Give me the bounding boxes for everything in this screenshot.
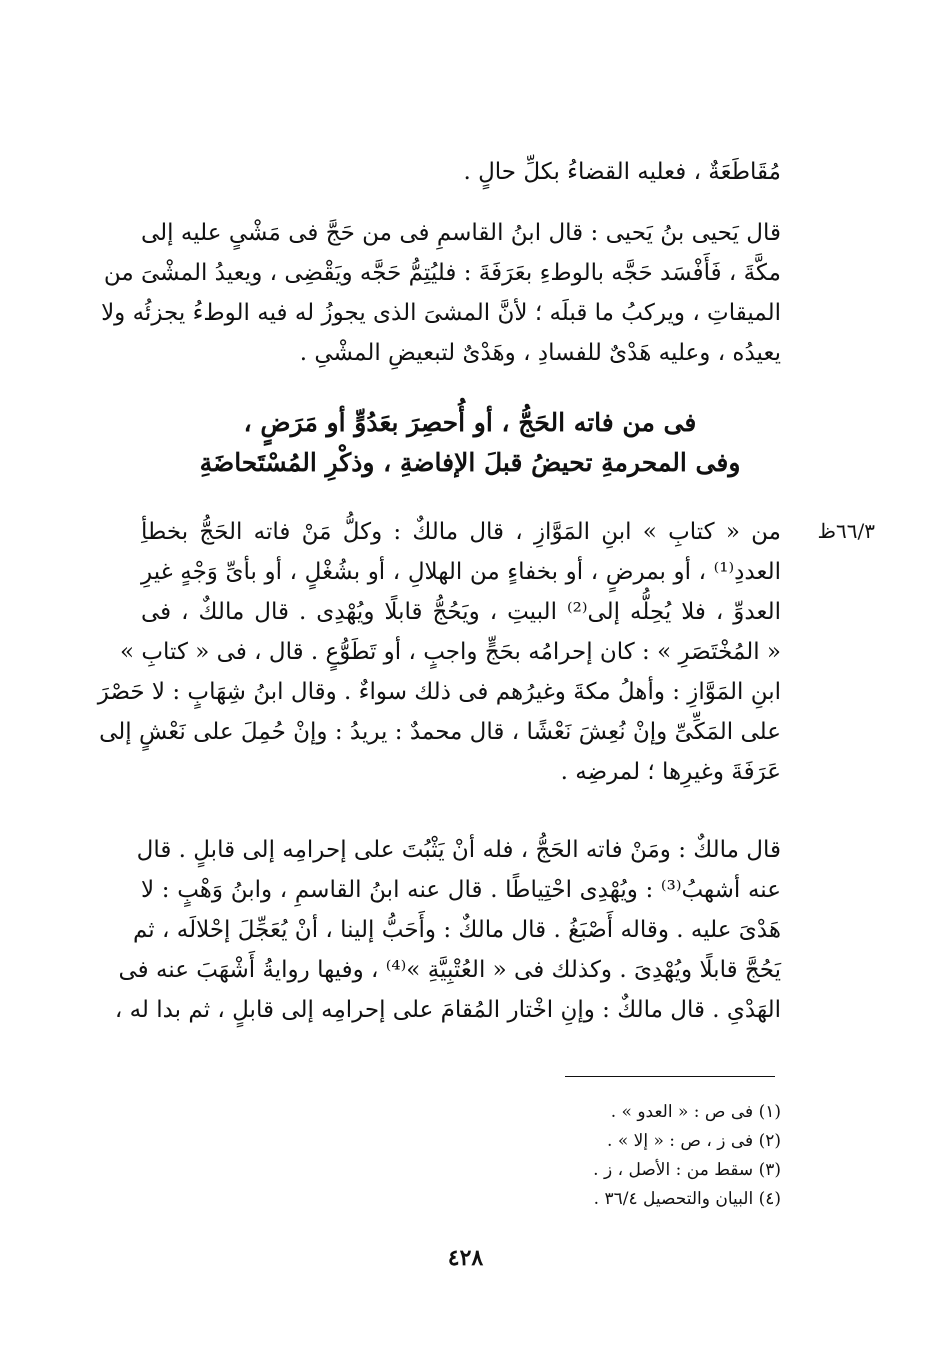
footnote: (٤) البيان والتحصيل ٣٦/٤ . xyxy=(593,1189,781,1209)
chapter-heading: فى من فاته الحَجُّ ، أو أُحصِرَ بعَدُوٍّ أو مَرَضٍ ، xyxy=(243,408,697,437)
text-line: يَحُجَّ قابلًا ويُهْدِىَ . وكذلك فى « العُتْبِيَّةِ »⁽⁴⁾ ، وفيها روايةُ أَشْهَبَ عنه فى xyxy=(118,957,781,983)
text-line: من « كتابِ » ابنِ المَوَّازِ ، قال مالكٌ : وكلُّ مَنْ فاته الحَجُّ بخطأِ xyxy=(141,519,781,545)
page-number: ٤٢٨ xyxy=(447,1245,484,1271)
text-line: هَدْىَ عليه . وقاله أَصْبَغُ . قال مالكٌ : وأَحَبُّ إلينا ، أنْ يُعَجِّلَ إحْلالَه ، ثم xyxy=(133,917,781,943)
text-line: ابنِ المَوَّازِ : وأهلُ مكةَ وغيرُهم فى ذلك سواءٌ . وقال ابنُ شِهَابٍ : لا حَصْرَ xyxy=(97,679,781,705)
text-line: العددِ⁽¹⁾ ، أو بمرضٍ ، أو بخفاءٍ من الهلالِ ، أو بشُغْلٍ ، أو بأىِّ وَجْهٍ غيرِ xyxy=(141,559,781,585)
chapter-heading: وفى المحرمةِ تحيضُ قبلَ الإفاضةِ ، وذكْرِ المُسْتَحاضَةِ xyxy=(199,448,741,477)
footnote-separator xyxy=(565,1076,775,1077)
footnote: (٣) سقط من : الأصل ، ز . xyxy=(593,1160,781,1180)
text-line: عنه أشهبُ⁽³⁾ : ويُهْدِى احْتِياطًا . قال عنه ابنُ القاسمِ ، وابنُ وَهْبٍ : لا xyxy=(141,877,781,903)
text-line: عَرَفَةَ وغيرِها ؛ لمرضِه . xyxy=(560,759,781,785)
footnote: (٢) فى ز ، ص : « إلا » . xyxy=(607,1131,781,1151)
manuscript-folio-note: ٦٦/٣ظ xyxy=(817,519,875,543)
text-line: يعيدُه ، وعليه هَدْىٌ للفسادِ ، وهَدْىٌ لتبعيضِ المشْىِ . xyxy=(299,340,781,366)
text-line: العدوِّ ، فلا يُحِلُّه إلى⁽²⁾ البيتِ ، ويَحُجُّ قابلًا ويُهْدِى . قال مالكٌ ، فى xyxy=(141,599,781,625)
text-line: على المَكِّىِّ وإنْ نُعِشَ نَعْشًا ، قال محمدٌ : يريدُ : وإنْ حُمِلَ على نَعْشٍ إلى xyxy=(99,719,781,745)
text-line: قال مالكٌ : ومَنْ فاته الحَجُّ ، فله أنْ يَثْبُتَ على إحرامِه إلى قابلٍ . قال xyxy=(136,837,781,863)
text-line: « المُخْتَصَرِ » : كان إحرامُه بحَجٍّ واجبٍ ، أو تَطَوُّعٍ . قال ، فى « كتابِ » xyxy=(120,639,781,665)
text-line: الهَدْىِ . قال مالكٌ : وإنِ اخْتار المُقامَ على إحرامِه إلى قابلٍ ، ثم بدا له ، xyxy=(114,997,781,1023)
text-line: مُقَاطَعَةٌ ، فعليه القضاءُ بكلِّ حالٍ . xyxy=(463,159,781,185)
text-line: قال يَحيى بنُ يَحيى : قال ابنُ القاسمِ فى من حَجَّ فى مَشْىٍ عليه إلى xyxy=(141,220,781,246)
text-line: مكَّةَ ، فَأَفْسَد حَجَّه بالوطءِ بعَرَفَةَ : فليُتِمُّ حَجَّه ويَقْضِى ، ويعيدُ المشْىَ من xyxy=(103,260,781,286)
footnote: (١) فى ص : « العدو » . xyxy=(610,1102,781,1122)
text-line: الميقاتِ ، ويركبُ ما قبلَه ؛ لأنَّ المشىَ الذى يجوزُ له فيه الوطءُ يجزئُه ولا xyxy=(101,300,781,326)
